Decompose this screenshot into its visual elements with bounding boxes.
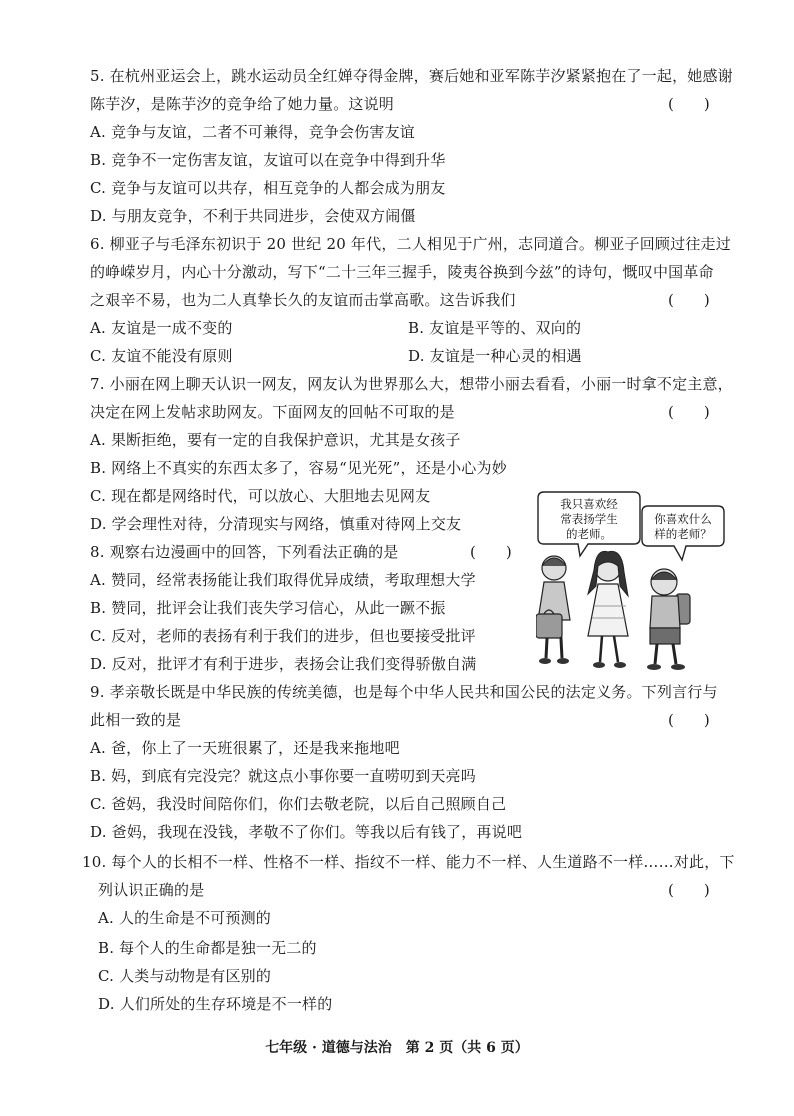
q8-stem-line-1: 8. 观察右边漫画中的回答，下列看法正确的是: [90, 543, 399, 561]
q10-option-c: C. 人类与动物是有区别的: [98, 967, 272, 985]
q6-stem-line-3: 之艰辛不易，也为二人真挚长久的友谊而击掌高歌。这告诉我们: [90, 291, 516, 309]
q6-stem-line-2: 的峥嵘岁月，内心十分激动，写下“二十三年三握手，陵夷谷换到今兹”的诗句，慨叹中国革命: [90, 263, 714, 281]
speech-bubble-right: [642, 506, 724, 560]
q5-option-d: D. 与朋友竞争，不利于共同进步，会使双方闹僵: [90, 207, 416, 225]
page-footer: 七年级 · 道德与法治 第 2 页（共 6 页）: [265, 1040, 529, 1056]
q9-answer-paren: ( ): [668, 711, 710, 729]
q8-option-d: D. 反对，批评才有利于进步，表扬会让我们变得骄傲自满: [90, 655, 477, 673]
q10-option-d: D. 人们所处的生存环境是不一样的: [98, 995, 333, 1013]
q5-option-a: A. 竞争与友谊，二者不可兼得，竞争会伤害友谊: [90, 123, 415, 141]
q10-option-b: B. 每个人的生命都是独一无二的: [98, 939, 317, 957]
q5-stem-line-2: 陈芋汐，是陈芋汐的竞争给了她力量。这说明: [90, 95, 395, 113]
q6-option-a: A. 友谊是一成不变的: [90, 319, 233, 337]
cartoon-illustration: [536, 486, 726, 678]
q6-option-d: D. 友谊是一种心灵的相遇: [408, 347, 582, 365]
q5-stem-line-1: 5. 在杭州亚运会上，跳水运动员全红婵夺得金牌，赛后她和亚军陈芋汐紧紧抱在了一起，她感谢: [90, 67, 733, 85]
q8-option-a: A. 赞同，经常表扬能让我们取得优异成绩，考取理想大学: [90, 571, 476, 589]
q10-option-a: A. 人的生命是不可预测的: [98, 909, 271, 927]
q7-stem-line-2: 决定在网上发帖求助网友。下面网友的回帖不可取的是: [90, 403, 455, 421]
girl-with-bag-figure: [536, 556, 570, 664]
q8-option-c: C. 反对，老师的表扬有利于我们的进步，但也要接受批评: [90, 627, 476, 645]
q6-option-c: C. 友谊不能没有原则: [90, 347, 233, 365]
boy-figure: [647, 569, 690, 670]
q8-answer-paren: ( ): [470, 543, 512, 561]
speech-bubble-left: [538, 492, 640, 556]
bubble-left-line-3: 的老师。: [566, 527, 612, 541]
q7-option-d: D. 学会理性对待，分清现实与网络，慎重对待网上交友: [90, 515, 462, 533]
bubble-right-line-1: 你喜欢什么: [654, 512, 712, 526]
q6-answer-paren: ( ): [668, 291, 710, 309]
middle-girl-figure: [588, 551, 628, 668]
q9-stem-line-2: 此相一致的是: [90, 711, 182, 729]
q5-option-c: C. 竞争与友谊可以共存，相互竞争的人都会成为朋友: [90, 179, 446, 197]
q10-stem-line-2: 列认识正确的是: [98, 881, 205, 899]
q10-stem-line-1: 10. 每个人的长相不一样、性格不一样、指纹不一样、能力不一样、人生道路不一样……对此，下: [82, 853, 735, 871]
q9-option-c: C. 爸妈，我没时间陪你们，你们去敬老院，以后自己照顾自己: [90, 795, 507, 813]
q6-option-b: B. 友谊是平等的、双向的: [408, 319, 582, 337]
bubble-right-line-2: 样的老师？: [654, 527, 712, 541]
q7-option-c: C. 现在都是网络时代，可以放心、大胆地去见网友: [90, 487, 431, 505]
q10-answer-paren: ( ): [668, 881, 710, 899]
q9-option-b: B. 妈，到底有完没完？就这点小事你要一直唠叨到天亮吗: [90, 767, 476, 785]
q6-stem-line-1: 6. 柳亚子与毛泽东初识于 20 世纪 20 年代，二人相见于广州，志同道合。柳亚子回顾过往走过: [90, 235, 731, 253]
q7-option-b: B. 网络上不真实的东西太多了，容易“见光死”，还是小心为妙: [90, 459, 507, 477]
q9-option-a: A. 爸，你上了一天班很累了，还是我来拖地吧: [90, 739, 400, 757]
bubble-left-line-1: 我只喜欢经: [560, 497, 618, 511]
q9-stem-line-1: 9. 孝亲敬长既是中华民族的传统美德，也是每个中华人民共和国公民的法定义务。下列言行与: [90, 683, 718, 701]
q7-option-a: A. 果断拒绝，要有一定的自我保护意识，尤其是女孩子: [90, 431, 461, 449]
q9-option-d: D. 爸妈，我现在没钱，孝敬不了你们。等我以后有钱了，再说吧: [90, 823, 523, 841]
q5-answer-paren: ( ): [668, 95, 710, 113]
q7-stem-line-1: 7. 小丽在网上聊天认识一网友，网友认为世界那么大，想带小丽去看看，小丽一时拿不定主意，: [90, 375, 733, 393]
q8-option-b: B. 赞同，批评会让我们丧失学习信心，从此一蹶不振: [90, 599, 446, 617]
q7-answer-paren: ( ): [668, 403, 710, 421]
q5-option-b: B. 竞争不一定伤害友谊，友谊可以在竞争中得到升华: [90, 151, 446, 169]
bubble-left-line-2: 常表扬学生: [560, 512, 618, 526]
